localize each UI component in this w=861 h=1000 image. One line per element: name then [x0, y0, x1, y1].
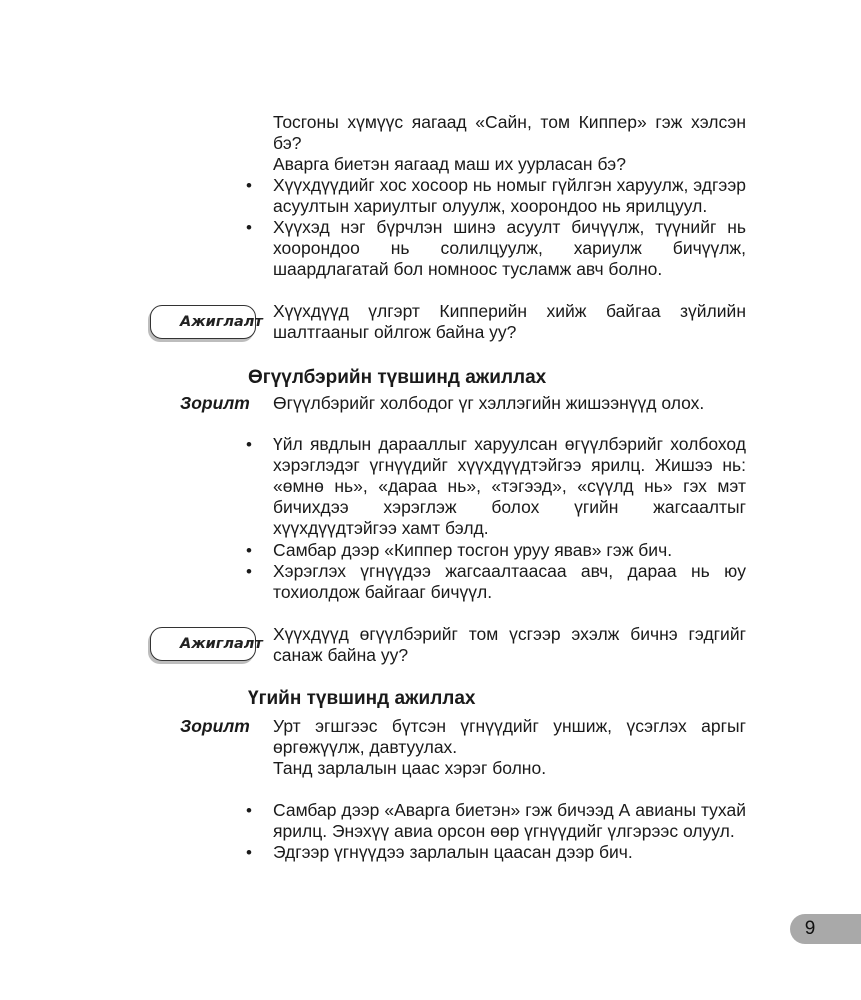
- page-number-tab: [790, 914, 861, 944]
- list-item-text: Самбар дээр «Аварга биетэн» гэж бичээд А авианы тухай ярилц. Энэхүү авиа орсон өөр үгнүүдийг үлгэрээс олуул.: [273, 800, 746, 841]
- bullet-icon: •: [246, 541, 252, 560]
- list-item-text: Үйл явдлын дарааллыг харуулсан өгүүлбэрийг холбоход хэрэглэдэг үгнүүдийг хүүхдүүдтэйгээ ярилц. Жишээ нь: «өмнө нь», «дараа нь», «тэгээд», «сүүлд нь» гэх мэт бичихдээ хэрэглэж болох үгийн жагсаалтыг хүүхдүүдтэйгээ хамт бэлд.: [273, 434, 746, 538]
- goal-text: [273, 716, 746, 779]
- observation-tag-label: Ажиглалт: [180, 636, 263, 652]
- observation-tag: [150, 305, 263, 341]
- goal-line: Танд зарлалын цаас хэрэг болно.: [273, 758, 547, 778]
- section-heading: Өгүүлбэрийн түвшинд ажиллах: [248, 367, 547, 388]
- intro-question-1: Тосгоны хүмүүс яагаад «Сайн, том Киппер» гэж хэлсэн бэ?: [273, 112, 746, 153]
- page-number: 9: [804, 918, 816, 939]
- bullet-icon: •: [246, 843, 252, 862]
- list-item-text: Хэрэглэх үгнүүдээ жагсаалтаасаа авч, дараа нь юу тохиолдож байгааг бичүүл.: [273, 561, 746, 602]
- observation-tag-label: Ажиглалт: [180, 314, 263, 330]
- intro-questions: [273, 112, 746, 175]
- bullet-icon: •: [246, 562, 252, 581]
- observation-tag: [150, 627, 263, 663]
- list-item-text: Хүүхэд нэг бүрчлэн шинэ асуулт бичүүлж, түүнийг нь хоорондоо нь солилцуулж, хариулж бичүүлж, шаардлагатай бол номноос тусламж авч болно.: [273, 217, 746, 279]
- intro-question-2: Аварга биетэн яагаад маш их уурласан бэ?: [273, 154, 626, 174]
- bullet-icon: •: [246, 435, 252, 454]
- goal-text: Өгүүлбэрийг холбодог үг хэллэгийн жишээнүүд олох.: [273, 393, 705, 413]
- goal-line: Урт эгшгээс бүтсэн үгнүүдийг уншиж, үсэглэх аргыг өргөжүүлж, давтуулах.: [273, 716, 746, 757]
- list-item-text: Самбар дээр «Киппер тосгон уруу явав» гэж бич.: [273, 540, 673, 560]
- observation-text: Хүүхдүүд өгүүлбэрийг том үсгээр эхэлж бичнэ гэдгийг санаж байна уу?: [273, 624, 746, 665]
- bullet-icon: •: [246, 218, 252, 237]
- bullet-icon: •: [246, 801, 252, 820]
- list-item-text: Эдгээр үгнүүдээ зарлалын цаасан дээр бич.: [273, 842, 633, 862]
- observation-text: Хүүхдүүд үлгэрт Кипперийн хийж байгаа зүйлийн шалтгааныг ойлгож байна уу?: [273, 301, 746, 342]
- goal-label: Зорилт: [180, 393, 250, 413]
- list-item-text: Хүүхдүүдийг хос хосоор нь номыг гүйлгэн харуулж, эдгээр асуултын хариултыг олуулж, хоорондоо нь ярилцуул.: [273, 175, 746, 216]
- bullet-icon: •: [246, 176, 252, 195]
- goal-label: Зорилт: [180, 716, 250, 736]
- section-heading: Үгийн түвшинд ажиллах: [248, 688, 476, 709]
